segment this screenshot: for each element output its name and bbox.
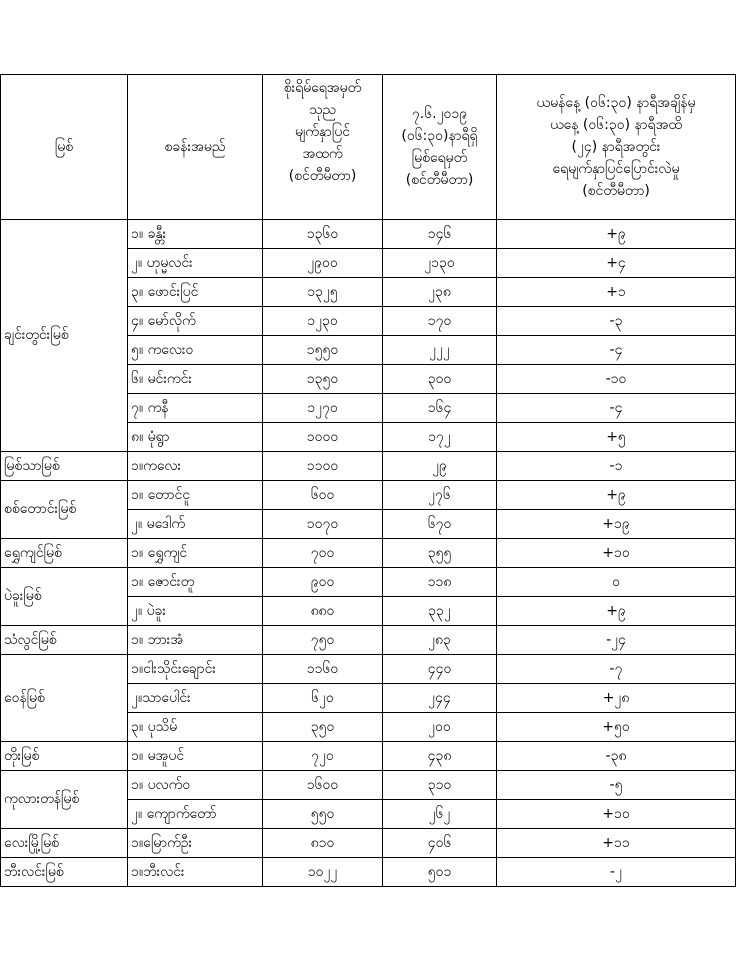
station-name-cell: ၆။ မင်းကင်း [128, 365, 263, 394]
level-change-cell: +၁၀ [497, 800, 736, 829]
station-name-cell: ၇။ ကနီ [128, 394, 263, 423]
station-name-cell: ၁။ မအူပင် [128, 742, 263, 771]
level-change-cell: +၁ [497, 278, 736, 307]
water-level-cell: ၃၅၅ [383, 539, 497, 568]
danger-level-cell: ၁၀၂၂ [263, 858, 383, 887]
station-name-cell: ၂။သာပေါင်း [128, 684, 263, 713]
header-station: စခန်းအမည် [128, 75, 263, 220]
station-name-cell: ၁။ ခန္တီး [128, 220, 263, 249]
danger-level-cell: ၂၉၀၀ [263, 249, 383, 278]
table-row [1, 742, 736, 771]
danger-level-cell: ၁၆၀၀ [263, 771, 383, 800]
water-level-cell: ၂၉ [383, 452, 497, 481]
level-change-cell: -၅ [497, 771, 736, 800]
header-river: မြစ် [1, 75, 128, 220]
river-name-cell: လေးမြို့မြစ် [1, 829, 128, 858]
station-name-cell: ၄။ မော်လိုက် [128, 307, 263, 336]
water-level-cell: ၃၃၂ [383, 597, 497, 626]
station-name-cell: ၁။မြောက်ဦး [128, 829, 263, 858]
level-change-cell: -၇ [497, 655, 736, 684]
level-change-cell: -၁ [497, 452, 736, 481]
level-change-cell: +၉ [497, 481, 736, 510]
water-level-cell: ၁၆၄ [383, 394, 497, 423]
table-row [1, 626, 736, 655]
danger-level-cell: ၇၅၀ [263, 626, 383, 655]
station-name-cell: ၃။ ပုသိမ် [128, 713, 263, 742]
station-name-cell: ၁။ ဘားအံ [128, 626, 263, 655]
river-name-cell: ပဲခူးမြစ် [1, 568, 128, 626]
level-change-cell: +၅၀ [497, 713, 736, 742]
danger-level-cell: ၁၁၀၀ [263, 452, 383, 481]
level-change-cell: -၁၀ [497, 365, 736, 394]
water-level-cell: ၂၃၈ [383, 278, 497, 307]
station-name-cell: ၂။ ကျောက်တော် [128, 800, 263, 829]
danger-level-cell: ၁၀၇၀ [263, 510, 383, 539]
danger-level-cell: ၃၅၀ [263, 713, 383, 742]
level-change-cell: +၅ [497, 423, 736, 452]
danger-level-cell: ၁၁၆၀ [263, 655, 383, 684]
river-name-cell: မြစ်သာမြစ် [1, 452, 128, 481]
table-row [1, 568, 736, 597]
table-row [1, 829, 736, 858]
table-row [1, 655, 736, 684]
river-name-cell: ကုလားတန်မြစ် [1, 771, 128, 829]
water-level-cell: ၁၇၂ [383, 423, 497, 452]
river-name-cell: ရွှေကျင်မြစ် [1, 539, 128, 568]
table-row [1, 539, 736, 568]
water-level-cell: ၂၂၂ [383, 336, 497, 365]
water-level-cell: ၂၈၃ [383, 626, 497, 655]
danger-level-cell: ၁၅၅၀ [263, 336, 383, 365]
table-row [1, 452, 736, 481]
water-level-cell: ၂၄၄ [383, 684, 497, 713]
danger-level-cell: ၁၀၀၀ [263, 423, 383, 452]
station-name-cell: ၂။ ပဲခူး [128, 597, 263, 626]
station-name-cell: ၁။ ပလက်ဝ [128, 771, 263, 800]
level-change-cell: -၄ [497, 394, 736, 423]
station-name-cell: ၂။ ဟုမ္မလင်း [128, 249, 263, 278]
danger-level-cell: ၁၂၇၀ [263, 394, 383, 423]
danger-level-cell: ၅၅၀ [263, 800, 383, 829]
river-name-cell: ဝေန်မြစ် [1, 655, 128, 742]
river-name-cell: ဘီးလင်းမြစ် [1, 858, 128, 887]
danger-level-cell: ၁၃၅၀ [263, 365, 383, 394]
level-change-cell: +၉ [497, 597, 736, 626]
water-level-cell: ၂၆၂ [383, 800, 497, 829]
table-row [1, 858, 736, 887]
level-change-cell: +၉ [497, 220, 736, 249]
danger-level-cell: ၁၂၃၀ [263, 307, 383, 336]
water-level-cell: ၂၀၀ [383, 713, 497, 742]
level-change-cell: +၁၉ [497, 510, 736, 539]
header-level-on-date: ၇.၆.၂၀၁၉ (၀၆:၃၀)နာရီရှိ မြစ်ရေမှတ် (စင်တီမီတာ) [383, 75, 497, 220]
station-name-cell: ၅။ ကလေးဝ [128, 336, 263, 365]
header-danger-level: စိုးရိမ်ရေအမှတ် သုည မျက်နှာပြင် အထက် (စင်တီမီတာ) [263, 75, 383, 220]
danger-level-cell: ၆၂၀ [263, 684, 383, 713]
river-name-cell: ချင်းတွင်းမြစ် [1, 220, 128, 452]
level-change-cell: -၂၄ [497, 626, 736, 655]
water-level-cell: ၁၄၆ [383, 220, 497, 249]
station-name-cell: ၁။ ရွှေကျင် [128, 539, 263, 568]
danger-level-cell: ၇၀၀ [263, 539, 383, 568]
water-level-cell: ၄၀၆ [383, 829, 497, 858]
level-change-cell: -၄ [497, 336, 736, 365]
water-level-cell: ၃၁၀ [383, 771, 497, 800]
danger-level-cell: ၆၀၀ [263, 481, 383, 510]
station-name-cell: ၁။ငါးသိုင်းချောင်း [128, 655, 263, 684]
river-name-cell: သံလွင်မြစ် [1, 626, 128, 655]
header-change-24h: ယမန်နေ့ (၀၆:၃၀) နာရီအချိန်မှ ယနေ့ (၀၆:၃၀) နာရီအထိ (၂၄) နာရီအတွင်း ရေမျက်နှာပြင်ပြောင်းလဲမှု (စင်တီမီတာ) [497, 75, 736, 220]
water-level-cell: ၃၀၀ [383, 365, 497, 394]
water-level-cell: ၅၀၁ [383, 858, 497, 887]
table-row [1, 771, 736, 800]
danger-level-cell: ၇၂၀ [263, 742, 383, 771]
water-level-cell: ၄၄၀ [383, 655, 497, 684]
river-name-cell: စစ်တောင်းမြစ် [1, 481, 128, 539]
water-level-cell: ၁၇၀ [383, 307, 497, 336]
station-name-cell: ၁။ကလေး [128, 452, 263, 481]
table-body [1, 220, 736, 887]
level-change-cell: -၃ [497, 307, 736, 336]
station-name-cell: ၈။ မုံရွာ [128, 423, 263, 452]
danger-level-cell: ၁၃၂၅ [263, 278, 383, 307]
station-name-cell: ၁။ဘီးလင်း [128, 858, 263, 887]
danger-level-cell: ၉၀၀ [263, 568, 383, 597]
danger-level-cell: ၈၈၀ [263, 597, 383, 626]
danger-level-cell: ၁၃၆၀ [263, 220, 383, 249]
level-change-cell: +၁၀ [497, 539, 736, 568]
station-name-cell: ၁။ ဇောင်းတူ [128, 568, 263, 597]
water-level-cell: ၆၇၀ [383, 510, 497, 539]
water-level-cell: ၄၃၈ [383, 742, 497, 771]
level-change-cell: +၄ [497, 249, 736, 278]
level-change-cell: -၂ [497, 858, 736, 887]
river-level-table [0, 74, 736, 887]
level-change-cell: +၂၈ [497, 684, 736, 713]
table-header-row [1, 75, 736, 220]
level-change-cell: -၃၈ [497, 742, 736, 771]
level-change-cell: +၁၁ [497, 829, 736, 858]
level-change-cell: ၀ [497, 568, 736, 597]
water-level-cell: ၁၁၈ [383, 568, 497, 597]
table-row [1, 220, 736, 249]
water-level-cell: ၂၇၆ [383, 481, 497, 510]
table-row [1, 481, 736, 510]
station-name-cell: ၃။ ဖောင်းပြင် [128, 278, 263, 307]
water-level-cell: ၂၁၃၀ [383, 249, 497, 278]
station-name-cell: ၂။ မဒေါက် [128, 510, 263, 539]
river-name-cell: တိုးမြစ် [1, 742, 128, 771]
danger-level-cell: ၈၁၀ [263, 829, 383, 858]
station-name-cell: ၁။ တောင်ငူ [128, 481, 263, 510]
